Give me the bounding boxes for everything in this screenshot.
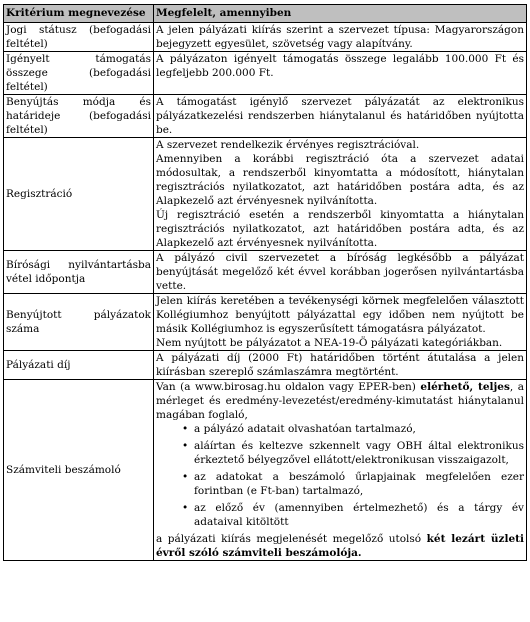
criterion-cell: Bírósági nyilvántartásba vétel időpontja (4, 251, 154, 294)
condition-cell (154, 52, 527, 95)
list-item (182, 501, 524, 529)
condition-cell (154, 23, 527, 52)
intro-text: Van (a www.birosag.hu oldalon vagy EPER-ben) (156, 381, 421, 393)
outro-text: a pályázati kiírás megjelenését megelőző utolsó (156, 533, 427, 545)
condition-cell (154, 294, 527, 351)
list-item (182, 439, 524, 467)
condition-intro (156, 380, 524, 422)
list-item (182, 470, 524, 498)
criterion-cell: Benyújtás módja és határideje (befogadási feltétel) (4, 95, 154, 138)
table-header-row (4, 5, 527, 23)
table-row (4, 52, 527, 95)
requirement-list (156, 422, 524, 529)
table-row (4, 294, 527, 351)
criterion-cell: Benyújtott pályázatok száma (4, 294, 154, 351)
bullet-icon: • (182, 440, 189, 452)
header-condition: Megfelelt, amennyiben (154, 5, 527, 23)
criterion-cell: Számviteli beszámoló (4, 380, 154, 561)
criterion-cell: Igényelt támogatás összege (befogadási feltétel) (4, 52, 154, 95)
list-item (182, 422, 524, 436)
outro-bold: két lezárt üzleti évről szóló számviteli beszámolója. (156, 533, 524, 559)
condition-cell (154, 95, 527, 138)
list-item-text: az adatokat a beszámoló űrlapjainak megfelelően ezer forintban (e Ft-ban) tartalmazó, (194, 471, 524, 497)
criterion-cell: Jogi státusz (befogadási feltétel) (4, 23, 154, 52)
table-row (4, 380, 527, 561)
intro-text-rest: , a mérleget és eredmény-levezetést/eredmény-kimutatást hiánytalanul magában foglaló, (156, 381, 524, 421)
condition-text: A támogatást igénylő szervezet pályázatát az elektronikus pályázatkezelési rendszerben hiánytalanul és határidőben nyújtotta be. (156, 96, 524, 136)
table-row (4, 23, 527, 52)
condition-text: A szervezet rendelkezik érvényes regisztrációval. (156, 139, 420, 151)
bullet-icon: • (182, 423, 189, 435)
condition-cell (154, 380, 527, 561)
condition-cell (154, 351, 527, 380)
condition-text: Nem nyújtott be pályázatot a NEA-19-Ö pályázati kategóriákban. (156, 337, 503, 349)
condition-outro (156, 532, 524, 560)
list-item-text: a pályázó adatait olvashatóan tartalmazó, (194, 423, 416, 435)
intro-bold: elérhető, teljes (420, 381, 510, 393)
condition-cell (154, 138, 527, 251)
condition-text: Jelen kiírás keretében a tevékenységi körnek megfelelően választott Kollégiumhoz benyújtott pályázattal egy időben nem nyújtott be másik Kollégiumhoz is egyszerűsített támogatásra pályázatot. (156, 295, 524, 335)
list-item-text: az előző év (amennyiben értelmezhető) és a tárgy év adataival kitöltött (194, 502, 524, 528)
condition-text: Új regisztráció esetén a rendszerből kinyomtatta a hiánytalan regisztrációs nyilatkozatot, azt határidőben postára adta, és az Alapkezelő azt érvényesnek nyilvánította. (156, 209, 524, 249)
header-criterion: Kritérium megnevezése (4, 5, 154, 23)
table-row (4, 95, 527, 138)
criteria-table (3, 4, 527, 561)
condition-text: A pályázó civil szervezetet a bíróság legkésőbb a pályázat benyújtását megelőző két évvel korábban jogerősen nyilvántartásba vette. (156, 252, 524, 292)
condition-cell (154, 251, 527, 294)
criterion-cell: Pályázati díj (4, 351, 154, 380)
bullet-icon: • (182, 502, 189, 514)
criterion-cell: Regisztráció (4, 138, 154, 251)
table-row (4, 351, 527, 380)
condition-text: Amennyiben a korábbi regisztráció óta a szervezet adatai módosultak, a rendszerből kinyomtatta a módosított, hiánytalan regisztrációs nyilatkozatot, azt határidőben postára adta, és az Alapkezelő azt érvényesnek nyilvánította. (156, 153, 524, 207)
condition-text: A pályázaton igényelt támogatás összege legalább 100.000 Ft és legfeljebb 200.000 Ft. (156, 53, 524, 79)
list-item-text: aláírtan és keltezve szkennelt vagy OBH által elektronikus érkeztető bélyegzővel ellátott/elektronikusan visszaigazolt, (194, 440, 524, 466)
bullet-icon: • (182, 471, 189, 483)
condition-text: A jelen pályázati kiírás szerint a szervezet típusa: Magyarországon bejegyzett egyesület, szövetség vagy alapítvány. (156, 24, 524, 50)
condition-text: A pályázati díj (2000 Ft) határidőben történt átutalása a jelen kiírásban szereplő számlaszámra megtörtént. (156, 352, 524, 378)
table-row (4, 138, 527, 251)
table-row (4, 251, 527, 294)
